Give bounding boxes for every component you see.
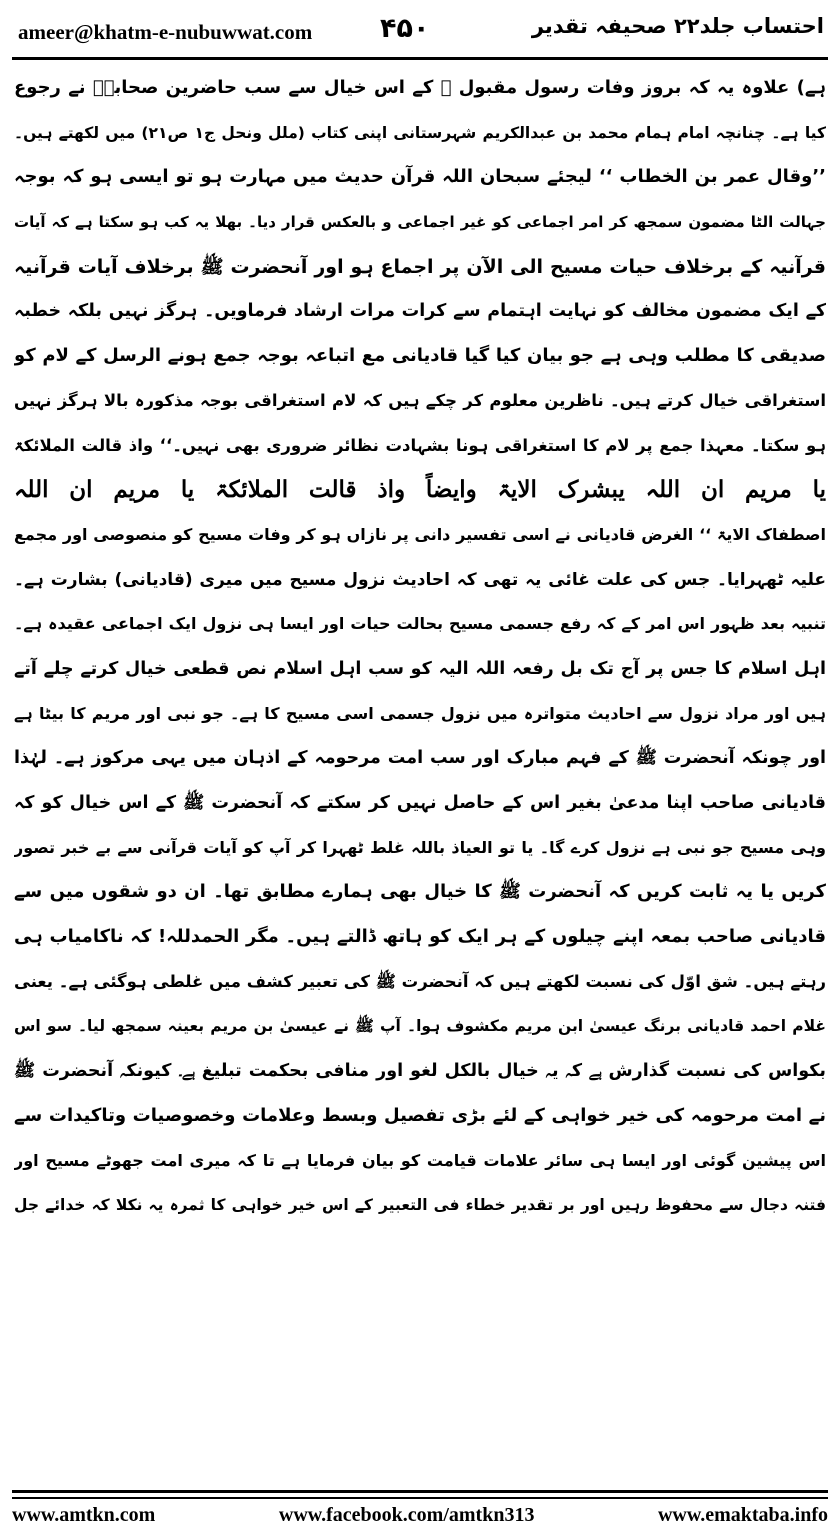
text-line: اہل اسلام کا جس پر آج تک بل رفعہ اللہ الیہ کو سب اہل اسلام نص قطعی خیال کرتے چلے آتے [14, 658, 826, 679]
footer-link-emaktaba[interactable]: www.emaktaba.info [657, 1504, 828, 1526]
text-line: اس پیشین گوئی اور ایسا ہی سائر علامات قیامت کو بیان فرمایا ہے تا کہ میری امت جھوٹے مسیح اور [14, 1150, 826, 1170]
text-line: صدیقی کا مطلب وہی ہے جو بیان کیا گیا قادیانی مع اتباعہ بوجہ جمع ہونے الرسل کے لام کو [14, 345, 826, 367]
text-line: غلام احمد قادیانی برنگ عیسیٰ ابن مریم مکشوف ہوا۔ آپ ﷺ نے عیسیٰ بن مریم بعینہ سمجھ لیا۔ سو اس [14, 1017, 826, 1036]
text-line: کے ایک مضمون مخالف کو نہایت اہتمام سے کرات مرات ارشاد فرماویں۔ ہرگز نہیں بلکہ خطبہ [14, 301, 826, 322]
text-line: ہو سکتا۔ معہذا جمع پر لام کا استغراقی ہونا بشہادت نظائر ضروری بھی نہیں۔‘‘ واذ قالت الملائکۃ [14, 435, 826, 455]
text-line: رہتے ہیں۔ شق اوّل کی نسبت لکھتے ہیں کہ آنحضرت ﷺ کی تعبیر کشف میں غلطی ہوگئی ہے۔ یعنی [14, 971, 826, 991]
text-line: وہی مسیح جو نبی ہے نزول کرے گا۔ یا تو العیاذ باللہ غلط ٹھہرا کر آپ کو آیات قرآنی سے بے خبر تصور [14, 837, 826, 857]
text-line: علیہ ٹھہرایا۔ جس کی علت غائی یہ تھی کہ احادیث نزول مسیح میں میری (قادیانی) بشارت ہے۔ [14, 569, 826, 590]
text-line: قادیانی صاحب بمعہ اپنے چیلوں کے ہر ایک کو ہاتھ ڈالتے ہیں۔ مگر الحمدللہ! کہ ناکامیاب ہی [14, 926, 826, 948]
text-line: ہیں اور مراد نزول سے احادیث متواترہ میں نزول جسمی اسی مسیح کا ہے۔ جو نبی اور مریم کا بیٹا ہے [14, 703, 826, 723]
text-line: جہالت الٹا مضمون سمجھ کر امر اجماعی کو غیر اجماعی و بالعکس قرار دیا۔ بھلا یہ کب ہو سکتا ہے کہ آیات [14, 213, 826, 232]
text-line: اصطفاک الایۃ ‘‘ الغرض قادیانی نے اسی تفسیر دانی پر نازاں ہو کر وفات مسیح کو منصوصی اور مجمع [14, 524, 826, 544]
text-line: قرآنیہ کے برخلاف حیات مسیح الی الآن پر اجماع ہو اور آنحضرت ﷺ برخلاف آیات قرآنیہ [14, 255, 826, 278]
text-line: اور چونکہ آنحضرت ﷺ کے فہم مبارک اور سب امت مرحومہ کے اذہان میں یہی مرکوز ہے۔ لہٰذا [14, 748, 826, 769]
header-rule [12, 57, 828, 60]
text-line: استغراقی خیال کرتے ہیں۔ ناظرین معلوم کر چکے ہیں کہ لام استغراقی بوجہ مذکورہ بالا ہرگز نہیں [14, 390, 826, 410]
footer-link-facebook[interactable]: www.facebook.com/amtkn313 [278, 1504, 535, 1526]
text-line: تنبیہ بعد ظہور اس امر کے کہ رفع جسمی مسیح بحالت حیات اور ایسا ہی نزول ایک اجماعی عقیدہ ہے۔ [14, 614, 826, 634]
text-line: نے امت مرحومہ کی خیر خواہی کے لئے بڑی تفصیل وبسط وعلامات وخصوصیات وتاکیدات سے [14, 1104, 826, 1126]
footer-rule-thin [12, 1497, 828, 1499]
text-line: ’’وقال عمر بن الخطاب ‘‘ لیجئے سبحان اللہ قرآن حدیث میں مہارت ہو تو ایسی ہو کہ بوجہ [14, 166, 826, 188]
page-footer [0, 1490, 840, 1540]
text-line: ہے) علاوہ یہ کہ بروز وفات رسول مقبول ﷺ کے اس خیال سے سب حاضرین صحابہؓ نے رجوع [14, 77, 826, 98]
footer-link-amtkn[interactable]: www.amtkn.com [12, 1504, 156, 1526]
header-email: ameer@khatm-e-nubuwwat.com [18, 20, 313, 44]
text-line: کریں یا یہ ثابت کریں کہ آنحضرت ﷺ کا خیال بھی ہمارے مطابق تھا۔ ان دو شقوں میں سے [14, 881, 826, 903]
arabic-quote-line: یا مریم ان اللہ یبشرک الایۃ وایضاً واذ قالت الملائکۃ یا مریم ان اللہ [14, 476, 826, 504]
page-number: ۴۵۰ [380, 13, 430, 44]
text-line: قادیانی صاحب اپنا مدعیٰ بغیر اس کے حاصل نہیں کر سکتے کہ آنحضرت ﷺ کے اس خیال کو کہ [14, 793, 826, 813]
text-line: بکواس کی نسبت گذارش ہے کہ یہ خیال بالکل لغو اور منافی بحکمت تبلیغ ہے۔ کیونکہ آنحضرت ﷺ [14, 1061, 826, 1082]
footer-links [12, 1504, 828, 1527]
text-line: کیا ہے۔ چنانچہ امام ہمام محمد بن عبدالکریم شہرستانی اپنی کتاب (ملل ونحل ج۱ ص۲۱) میں لکھتے ہیں۔ [14, 123, 826, 142]
page-body [14, 66, 826, 1228]
footer-rule [12, 1490, 828, 1493]
book-title: احتساب جلد۲۲ صحیفہ تقدیر [531, 14, 824, 38]
text-line: فتنہ دجال سے محفوظ رہیں اور بر تقدیر خطاء فی التعبیر کے اس خیر خواہی کا ثمرہ یہ نکلا کہ خدائے جل [14, 1196, 826, 1215]
page-header [0, 0, 840, 58]
